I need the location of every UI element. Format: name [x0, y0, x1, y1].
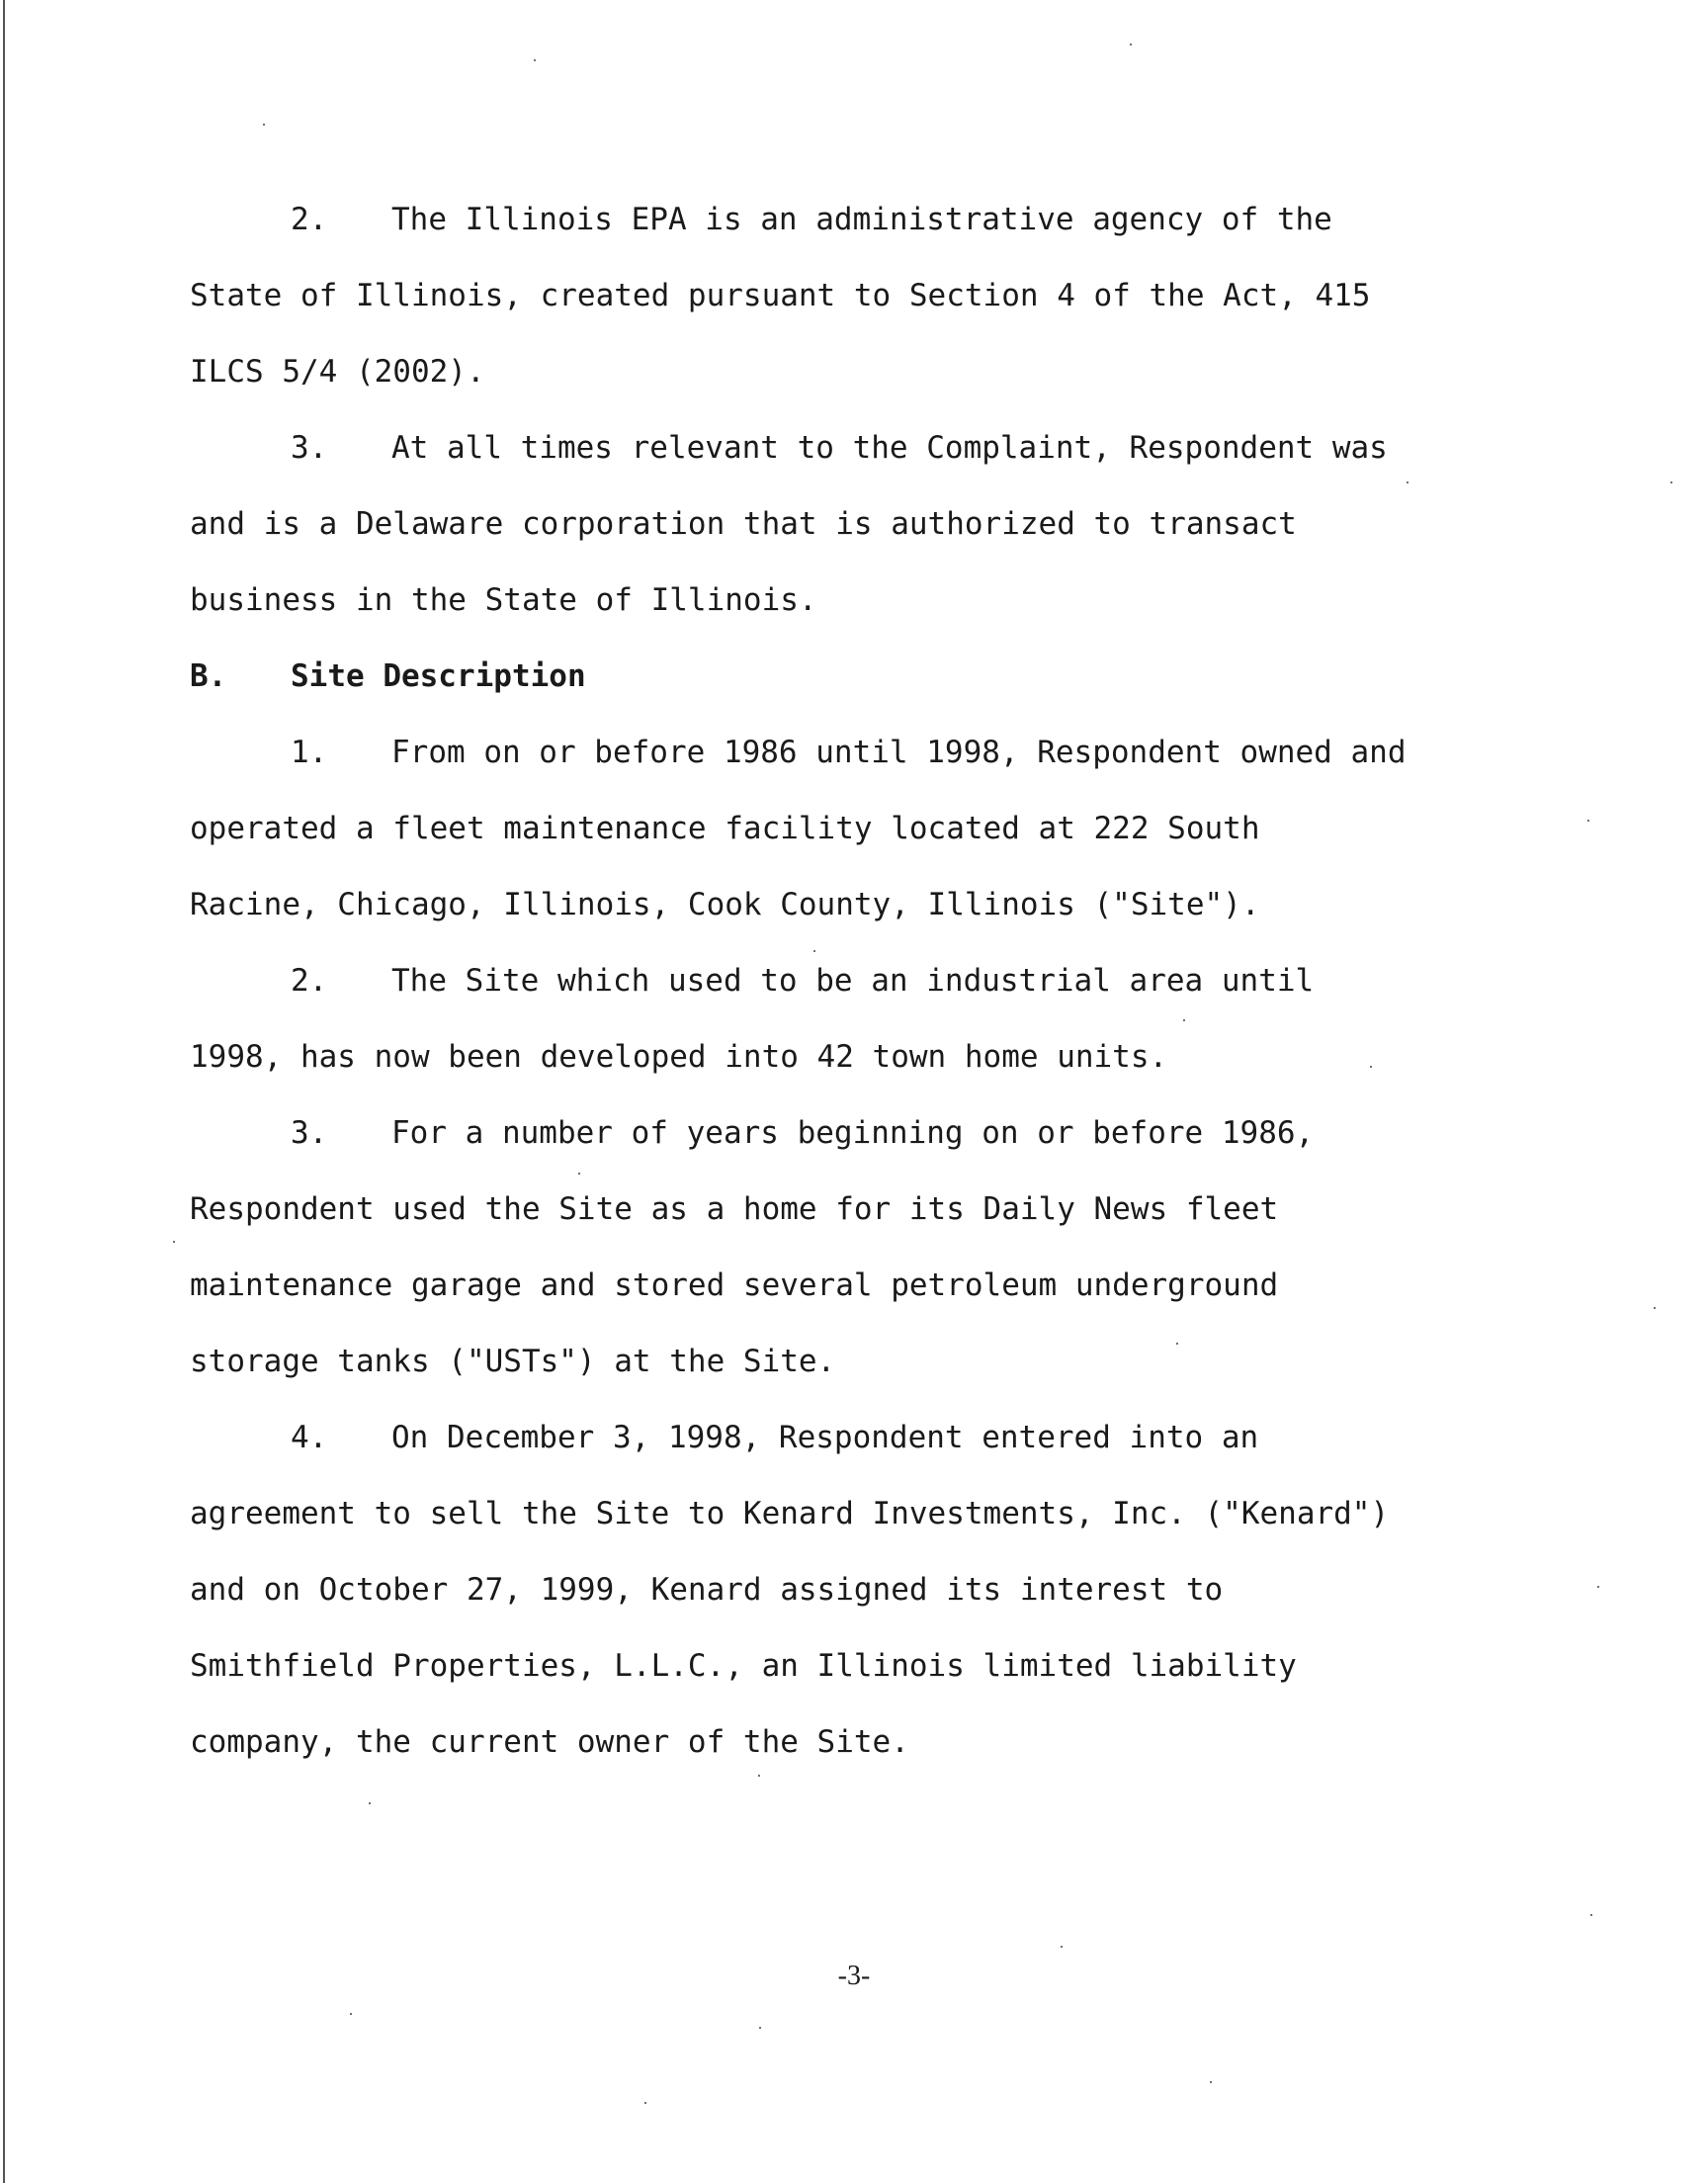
scan-speck	[1061, 1946, 1063, 1948]
scan-edge-line	[3, 0, 5, 2183]
scan-speck	[758, 1775, 760, 1777]
scan-speck	[1590, 1914, 1592, 1916]
scan-speck	[369, 1802, 371, 1804]
paragraph-text: The Illinois EPA is an administrative agency of the	[391, 202, 1332, 237]
site-paragraph-3-line-4: storage tanks ("USTs") at the Site.	[190, 1344, 836, 1379]
scan-speck	[1183, 1019, 1185, 1021]
scan-speck	[1670, 481, 1672, 483]
paragraph-number: 4.	[291, 1420, 328, 1455]
paragraph-number: 1.	[291, 735, 328, 770]
scan-speck	[1597, 1586, 1599, 1588]
site-paragraph-1-line-2: operated a fleet maintenance facility located at 222 South	[190, 811, 1260, 846]
scan-speck	[263, 124, 265, 126]
site-paragraph-3-line-2: Respondent used the Site as a home for its Daily News fleet	[190, 1191, 1279, 1227]
paragraph-2-line-3: ILCS 5/4 (2002).	[190, 354, 485, 390]
scan-speck	[534, 59, 536, 61]
site-paragraph-3-line-3: maintenance garage and stored several petroleum underground	[190, 1267, 1279, 1303]
paragraph-text: The Site which used to be an industrial area until	[391, 963, 1315, 999]
paragraph-text: On December 3, 1998, Respondent entered into an	[391, 1420, 1259, 1455]
paragraph-text: At all times relevant to the Complaint, Respondent was	[391, 430, 1388, 466]
page-number: -3-	[837, 1961, 871, 1991]
paragraph-number: 2.	[291, 963, 328, 999]
site-paragraph-4-line-1	[291, 1420, 1259, 1455]
site-paragraph-4-line-2: agreement to sell the Site to Kenard Investments, Inc. ("Kenard")	[190, 1496, 1390, 1531]
section-b-heading	[190, 658, 586, 694]
scan-speck	[1654, 1307, 1656, 1309]
paragraph-3-line-2: and is a Delaware corporation that is authorized to transact	[190, 506, 1297, 542]
paragraph-3-line-3: business in the State of Illinois.	[190, 582, 817, 618]
scan-speck	[759, 2027, 761, 2029]
paragraph-number: 2.	[291, 202, 328, 237]
site-paragraph-2-line-2: 1998, has now been developed into 42 town home units.	[190, 1039, 1168, 1075]
paragraph-3-line-1	[291, 430, 1388, 466]
scan-speck	[173, 1241, 175, 1243]
site-paragraph-1-line-1	[291, 735, 1407, 770]
scan-speck	[350, 2013, 352, 2015]
scan-speck	[813, 950, 815, 952]
paragraph-number: 3.	[291, 1115, 328, 1151]
paragraph-2-line-2: State of Illinois, created pursuant to Section 4 of the Act, 415	[190, 278, 1371, 313]
paragraph-2-line-1	[291, 202, 1332, 237]
site-paragraph-1-line-3: Racine, Chicago, Illinois, Cook County, Illinois ("Site").	[190, 887, 1260, 922]
scan-speck	[1587, 820, 1589, 822]
scan-speck	[1370, 1066, 1372, 1068]
paragraph-text: For a number of years beginning on or before 1986,	[391, 1115, 1315, 1151]
paragraph-text: From on or before 1986 until 1998, Respondent owned and	[391, 735, 1407, 770]
site-paragraph-4-line-4: Smithfield Properties, L.L.C., an Illinois limited liability	[190, 1648, 1297, 1684]
site-paragraph-2-line-1	[291, 963, 1315, 999]
scan-speck	[578, 1173, 580, 1175]
site-paragraph-4-line-3: and on October 27, 1999, Kenard assigned its interest to	[190, 1572, 1224, 1608]
site-paragraph-3-line-1	[291, 1115, 1315, 1151]
scan-speck	[1407, 481, 1409, 483]
scan-speck	[1176, 1343, 1178, 1345]
scan-speck	[1130, 44, 1132, 45]
scan-speck	[644, 2102, 646, 2104]
section-letter: B.	[190, 658, 227, 694]
scan-speck	[1210, 2081, 1212, 2083]
paragraph-number: 3.	[291, 430, 328, 466]
section-title: Site Description	[291, 658, 586, 694]
site-paragraph-4-line-5: company, the current owner of the Site.	[190, 1724, 909, 1760]
